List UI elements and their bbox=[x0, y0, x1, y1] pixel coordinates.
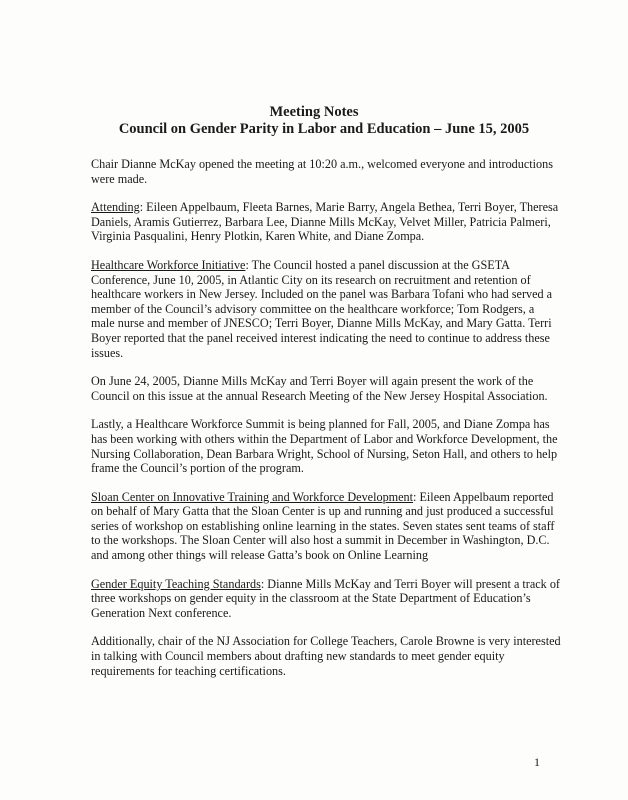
paragraph-text: : Eileen Appelbaum, Fleeta Barnes, Marie Barry, Angela Bethea, Terri Boyer, Theresa Daniels, Aramis Gutierrez, Barbara Lee, Dianne Mills McKay, Velvet Miller, Patricia Palmeri, Virginia Pasqualini, Henry Plotkin, Karen White, and Diane Zompa. bbox=[91, 200, 559, 244]
paragraph-text: Chair Dianne McKay opened the meeting at 10:20 a.m., welcomed everyone and introductions were made. bbox=[91, 157, 553, 186]
paragraph-sloan bbox=[91, 490, 561, 563]
paragraph-text: On June 24, 2005, Dianne Mills McKay and Terri Boyer will again present the work of the Council on this issue at the annual Research Meeting of the New Jersey Hospital Association. bbox=[91, 374, 548, 403]
document-body bbox=[91, 157, 561, 692]
page-number: 1 bbox=[534, 755, 540, 769]
paragraph-additionally bbox=[91, 634, 561, 678]
document-subtitle: Council on Gender Parity in Labor and Education – June 15, 2005 bbox=[118, 121, 530, 137]
paragraph-healthcare bbox=[91, 258, 561, 360]
paragraph-text: : Dianne Mills McKay and Terri Boyer will present a track of three workshops on gender equity in the classroom at the State Department of Education’s Generation Next conference. bbox=[91, 576, 560, 620]
section-heading-healthcare: Healthcare Workforce Initiative bbox=[91, 257, 246, 272]
section-heading-sloan: Sloan Center on Innovative Training and Workforce Development bbox=[91, 489, 414, 504]
paragraph-text: Additionally, chair of the NJ Association for College Teachers, Carole Browne is very interested in talking with Council members about drafting new standards to meet gender equity requirements for teaching certifications. bbox=[91, 634, 561, 678]
document-title: Meeting Notes bbox=[269, 104, 359, 120]
paragraph-june-24 bbox=[91, 374, 561, 403]
title-block bbox=[0, 104, 628, 138]
paragraph-text: : Eileen Appelbaum reported on behalf of Mary Gatta that the Sloan Center is up and running and just produced a successful series of workshop on establishing online learning in the states. Seven states sent teams of staff to the workshops. The Sloan Center will also host a summit in December in Washington, D.C. and among other things will release Gatta’s book on Online Learning bbox=[91, 489, 555, 563]
paragraph-text: : The Council hosted a panel discussion at the GSETA Conference, June 10, 2005, in Atlantic City on its research on recruitment and retention of healthcare workers in New Jersey. Included on the panel was Barbara Tofani who had served a member of the Council’s advisory committee on the healthcare workforce; Tom Rodgers, a male nurse and member of JNESCO; Terri Boyer, Dianne Mills McKay, and Mary Gatta. Terri Boyer reported that the panel received interest indicating the need to continue to address these issues. bbox=[91, 257, 553, 360]
paragraph-text: Lastly, a Healthcare Workforce Summit is being planned for Fall, 2005, and Diane Zompa has has been working with others within the Department of Labor and Workforce Development, the Nursing Collaboration, Dean Barbara Wright, School of Nursing, Seton Hall, and others to help frame the Council’s portion of the program. bbox=[91, 417, 558, 476]
paragraph-opening bbox=[91, 157, 561, 186]
paragraph-summit bbox=[91, 417, 561, 475]
paragraph-attending bbox=[91, 200, 561, 244]
paragraph-gender-equity bbox=[91, 577, 561, 621]
section-heading-gender-equity: Gender Equity Teaching Standards bbox=[91, 576, 261, 591]
section-heading-attending: Attending bbox=[91, 200, 140, 215]
